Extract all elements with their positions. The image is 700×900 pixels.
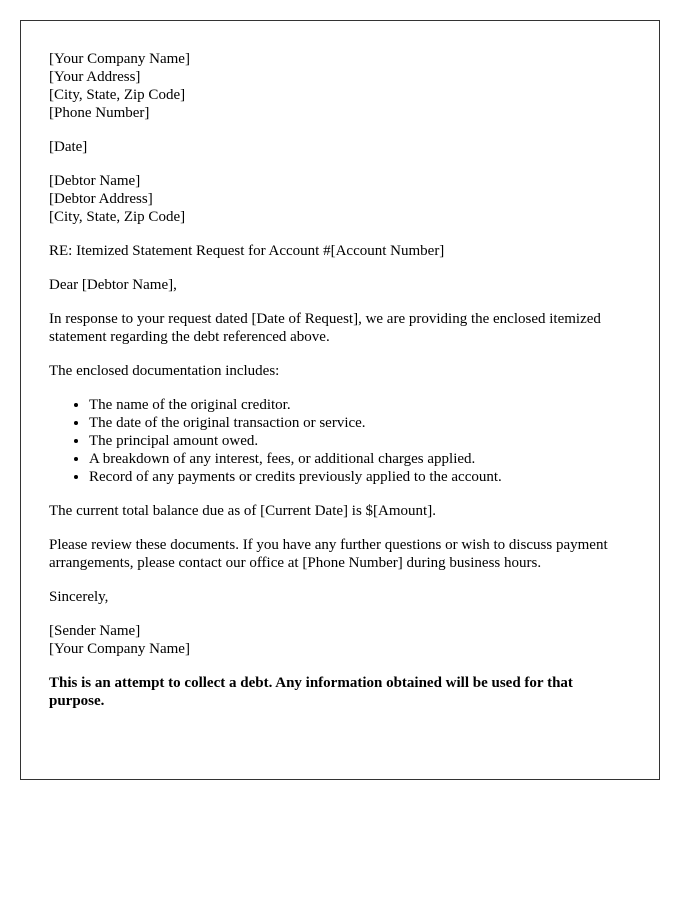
intro-paragraph: In response to your request dated [Date of Request], we are providing the enclosed itemized statement regarding the debt referenced above. <box>49 311 601 345</box>
sender-city-state-zip: [City, State, Zip Code] <box>49 87 186 103</box>
signature-company-name: [Your Company Name] <box>49 641 190 657</box>
sender-phone: [Phone Number] <box>49 105 150 121</box>
debt-collection-disclaimer: This is an attempt to collect a debt. Any information obtained will be used for that purpose. <box>49 675 573 709</box>
recipient-city-state-zip: [City, State, Zip Code] <box>49 209 186 225</box>
list-item: • The date of the original transaction or service. <box>89 414 631 432</box>
list-item: • Record of any payments or credits previously applied to the account. <box>89 468 631 486</box>
review-paragraph: Please review these documents. If you have any further questions or wish to discuss payment arrangements, please contact our office at [Phone Number] during business hours. <box>49 537 608 571</box>
recipient-name: [Debtor Name] <box>49 173 141 189</box>
list-item: • The principal amount owed. <box>89 432 631 450</box>
recipient-address: [Debtor Address] <box>49 191 153 207</box>
list-item: • A breakdown of any interest, fees, or additional charges applied. <box>89 450 631 468</box>
signature-block <box>49 622 631 658</box>
list-item: • The name of the original creditor. <box>89 396 631 414</box>
signature-sender-name: [Sender Name] <box>49 623 141 639</box>
sender-address-block <box>49 50 631 122</box>
letter-date: [Date] <box>49 139 88 155</box>
closing: Sincerely, <box>49 589 109 605</box>
documentation-intro: The enclosed documentation includes: <box>49 363 280 379</box>
salutation: Dear [Debtor Name], <box>49 277 177 293</box>
subject-line: RE: Itemized Statement Request for Account #[Account Number] <box>49 243 445 259</box>
letter-document <box>20 20 660 780</box>
documentation-list <box>49 396 631 486</box>
sender-address: [Your Address] <box>49 69 141 85</box>
sender-company-name: [Your Company Name] <box>49 51 190 67</box>
balance-paragraph: The current total balance due as of [Current Date] is $[Amount]. <box>49 503 436 519</box>
recipient-address-block <box>49 172 631 226</box>
